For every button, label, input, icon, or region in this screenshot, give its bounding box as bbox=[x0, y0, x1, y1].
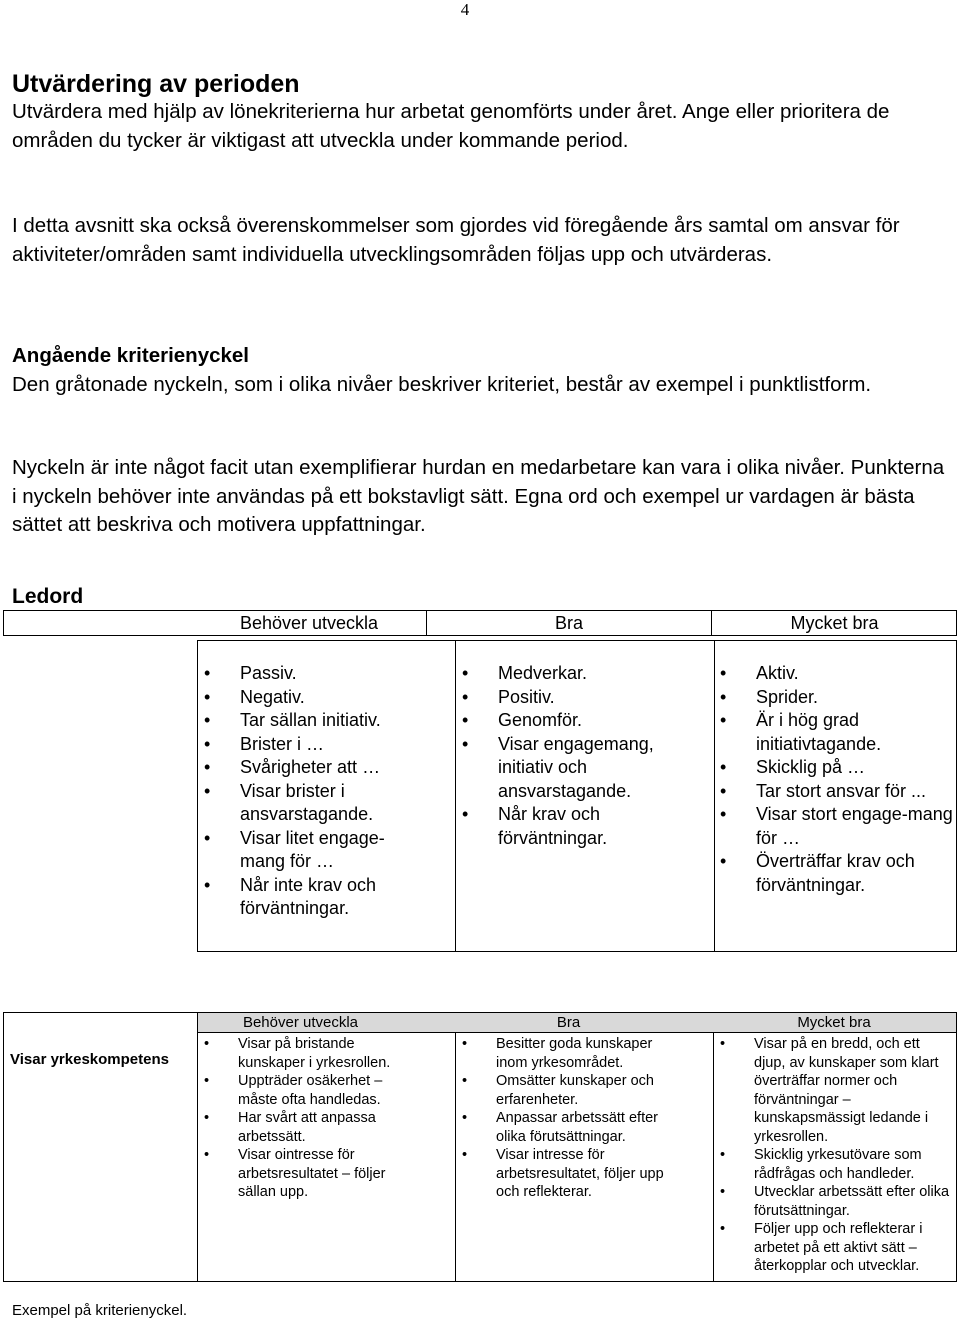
list-item: • Följer upp och reflekterar i arbetet på ett aktivt sätt – återkopplar och utvecklar. bbox=[714, 1220, 954, 1276]
list-item: • Visar litet engage-mang för … bbox=[198, 827, 423, 874]
header-bra: Bra bbox=[554, 613, 583, 633]
list-item: • Visar stort engage-mang för … bbox=[714, 803, 954, 850]
list-item: • Anpassar arbetssätt efter olika förutsättningar. bbox=[456, 1109, 676, 1146]
example-list-mycket-bra bbox=[714, 1035, 954, 1276]
list-item: • Aktiv. bbox=[714, 662, 954, 686]
list-item: • Medverkar. bbox=[456, 662, 681, 686]
ledord-list-bra bbox=[456, 662, 681, 850]
header-behover-utveckla: Behöver utveckla bbox=[242, 1014, 359, 1031]
key-paragraph-1: Den gråtonade nyckeln, som i olika nivåer beskriver kriteriet, består av exempel i punktlistform. bbox=[12, 372, 872, 396]
key-section bbox=[12, 342, 947, 399]
list-item: • Visar på en bredd, och ett djup, av kunskaper som klart överträffar normer och förväntningar – kunskapsmässigt ledande i yrkesrollen. bbox=[714, 1035, 954, 1146]
example-criteria-table bbox=[3, 1012, 957, 1282]
header-mycket-bra: Mycket bra bbox=[790, 613, 879, 633]
list-item: • Negativ. bbox=[198, 686, 423, 710]
list-item: • Besitter goda kunskaper inom yrkesområdet. bbox=[456, 1035, 676, 1072]
list-item: • Uppträder osäkerhet – måste ofta handledas. bbox=[198, 1072, 418, 1109]
list-item: • Skicklig yrkesutövare som rådfrågas och handleder. bbox=[714, 1146, 954, 1183]
list-item: • Positiv. bbox=[456, 686, 681, 710]
ledord-table-body bbox=[197, 640, 957, 952]
list-item: • Visar intresse för arbetsresultatet, följer upp och reflekterar. bbox=[456, 1146, 676, 1202]
example-list-behover-utveckla bbox=[198, 1035, 418, 1202]
list-item: • Sprider. bbox=[714, 686, 954, 710]
page-number: 4 bbox=[460, 0, 470, 19]
list-item: • Svårigheter att … bbox=[198, 756, 423, 780]
list-item: • Skicklig på … bbox=[714, 756, 954, 780]
list-item: • Tar stort ansvar för ... bbox=[714, 780, 954, 804]
ledord-list-mycket-bra bbox=[714, 662, 954, 897]
intro-paragraph-1: Utvärdera med hjälp av lönekriterierna hur arbetat genomförts under året. Ange eller prioritera de områden du tycker är viktigast att utveckla under kommande period. bbox=[12, 100, 890, 152]
example-list-bra bbox=[456, 1035, 676, 1202]
list-item: • Genomför. bbox=[456, 709, 681, 733]
row-label: Visar yrkeskompetens bbox=[10, 1051, 169, 1068]
list-item: • Utvecklar arbetssätt efter olika förutsättningar. bbox=[714, 1183, 954, 1220]
list-item: • Visar på bristande kunskaper i yrkesrollen. bbox=[198, 1035, 418, 1072]
list-item: • Visar brister i ansvarstagande. bbox=[198, 780, 423, 827]
ledord-list-behover-utveckla bbox=[198, 662, 423, 921]
header-behover-utveckla: Behöver utveckla bbox=[239, 613, 379, 633]
table-caption: Exempel på kriterienyckel. bbox=[12, 1302, 188, 1319]
ledord-table-header bbox=[3, 610, 957, 636]
key-heading: Angående kriterienyckel bbox=[12, 344, 249, 367]
page-title: Utvärdering av perioden bbox=[12, 70, 300, 98]
list-item: • Visar ointresse för arbetsresultatet – följer sällan upp. bbox=[198, 1146, 418, 1202]
header-bra: Bra bbox=[556, 1014, 581, 1031]
list-item: • Omsätter kunskaper och erfarenheter. bbox=[456, 1072, 676, 1109]
ledord-label: Ledord bbox=[12, 585, 84, 608]
key-paragraph-2: Nyckeln är inte något facit utan exemplifierar hurdan en medarbetare kan vara i olika nivåer. Punkterna i nyckeln behöver inte användas på ett bokstavligt sätt. Egna ord och exempel ur vardagen är bästa sättet att beskriva och motivera uppfattningar. bbox=[12, 456, 945, 536]
header-mycket-bra: Mycket bra bbox=[797, 1014, 871, 1031]
list-item: • Når krav och förväntningar. bbox=[456, 803, 681, 850]
list-item: • Passiv. bbox=[198, 662, 423, 686]
list-item: • Är i hög grad initiativtagande. bbox=[714, 709, 954, 756]
list-item: • Överträffar krav och förväntningar. bbox=[714, 850, 954, 897]
list-item: • Brister i … bbox=[198, 733, 423, 757]
intro-paragraph-2: I detta avsnitt ska också överenskommelser som gjordes vid föregående års samtal om ansvar för aktiviteter/områden samt individuella utvecklingsområden följas upp och utvärderas. bbox=[12, 214, 900, 266]
list-item: • Når inte krav och förväntningar. bbox=[198, 874, 423, 921]
list-item: • Tar sällan initiativ. bbox=[198, 709, 423, 733]
list-item: • Visar engagemang, initiativ och ansvarstagande. bbox=[456, 733, 681, 804]
row-label-cell bbox=[4, 1013, 198, 1281]
list-item: • Har svårt att anpassa arbetssätt. bbox=[198, 1109, 418, 1146]
